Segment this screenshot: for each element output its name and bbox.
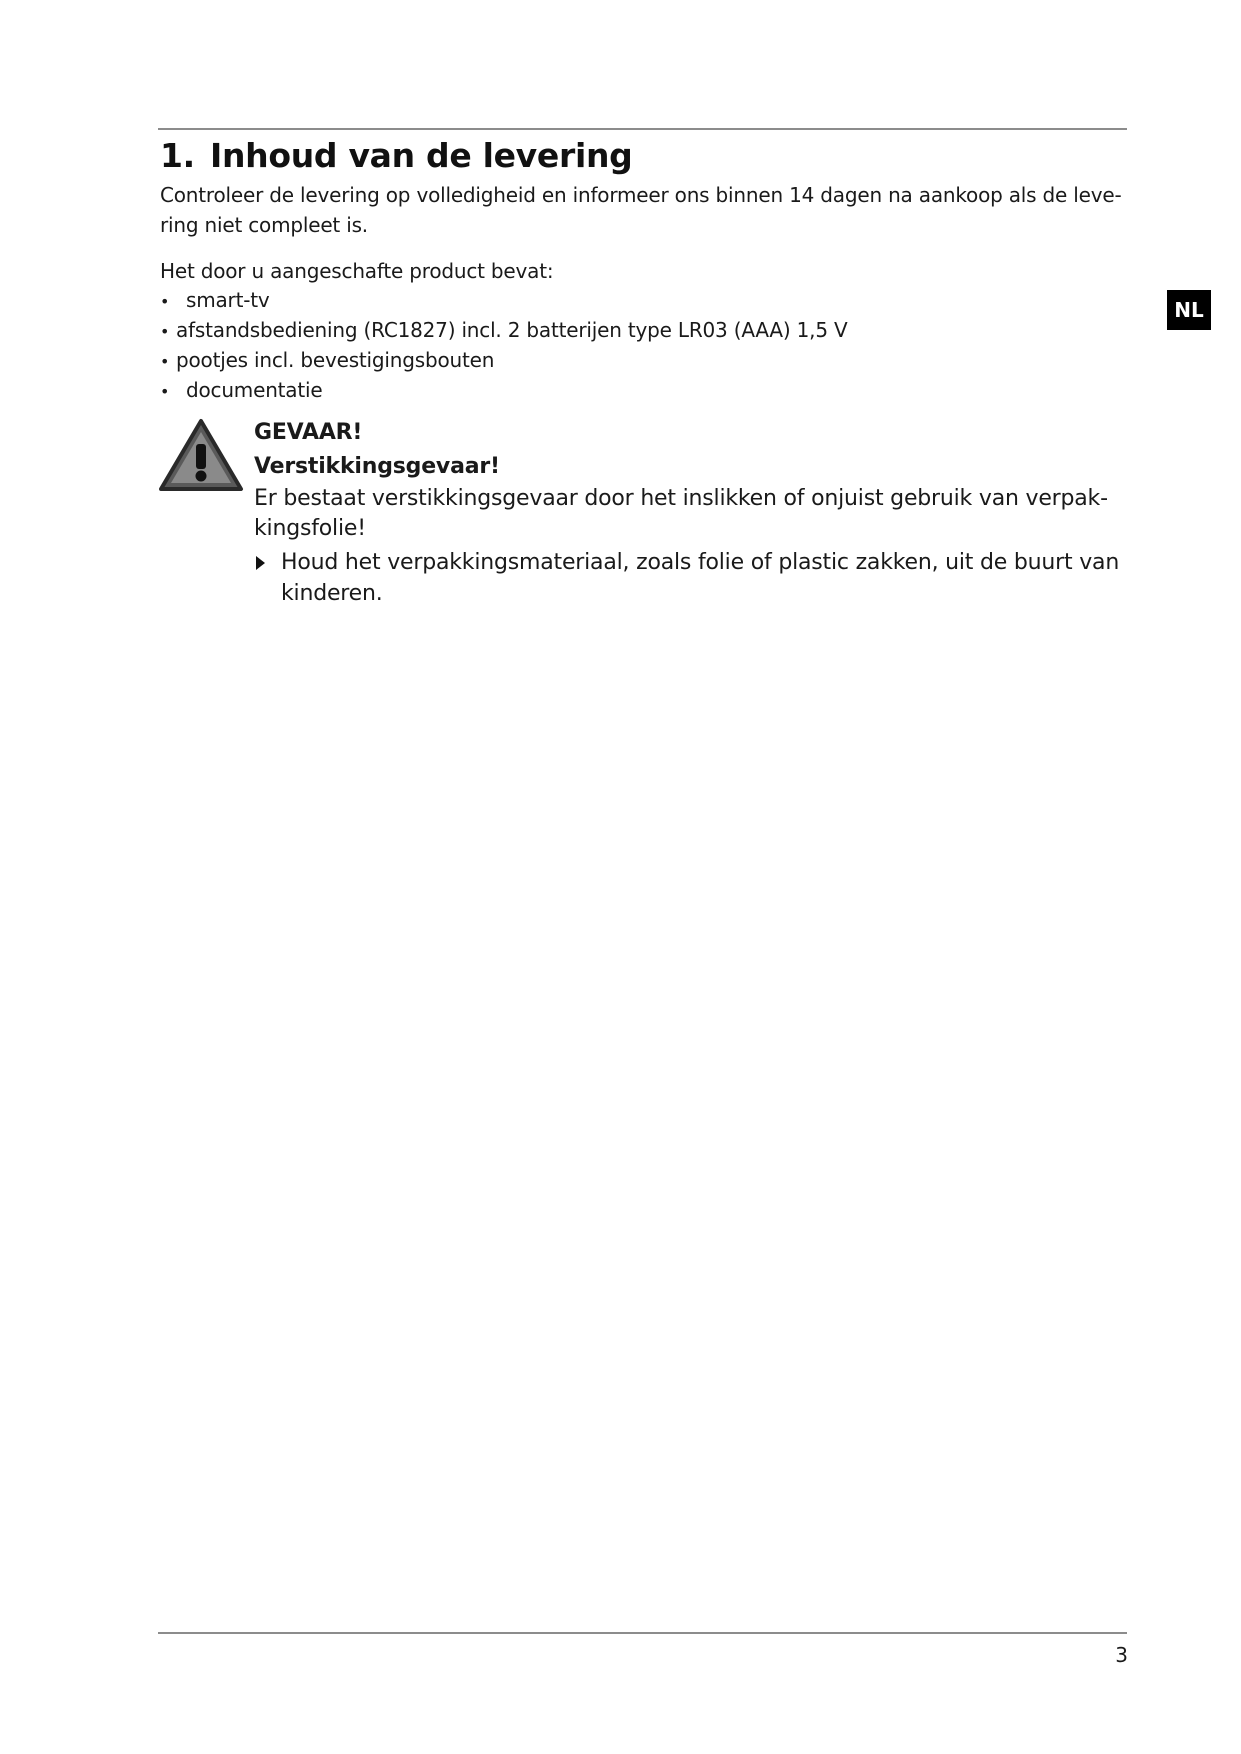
list-item-text: pootjes incl. bevestigingsbouten bbox=[176, 348, 495, 372]
danger-notice bbox=[254, 416, 1134, 609]
section-heading bbox=[160, 136, 632, 175]
page-number: 3 bbox=[1115, 1643, 1128, 1667]
danger-body-line: Er bestaat verstikkingsgevaar door het inslikken of onjuist gebruik van verpak- bbox=[254, 486, 1108, 511]
danger-title: GEVAAR! bbox=[254, 420, 363, 445]
list-item bbox=[160, 315, 848, 345]
bullet-icon: • bbox=[160, 322, 170, 341]
header-divider bbox=[158, 128, 1127, 130]
list-item-text: afstandsbediening (RC1827) incl. 2 batterijen type LR03 (AAA) 1,5 V bbox=[176, 318, 848, 342]
triangle-right-icon bbox=[256, 556, 265, 570]
warning-triangle-icon bbox=[158, 418, 244, 492]
footer-divider bbox=[158, 1632, 1127, 1634]
danger-instruction bbox=[254, 547, 1134, 609]
list-item-text: smart-tv bbox=[186, 288, 270, 312]
list-item bbox=[160, 375, 848, 405]
list-item bbox=[160, 285, 848, 315]
danger-body-line: kingsfolie! bbox=[254, 516, 366, 541]
section-title: Inhoud van de levering bbox=[210, 136, 633, 175]
list-item-text: documentatie bbox=[186, 378, 323, 402]
section-number: 1. bbox=[160, 136, 195, 175]
intro-line: ring niet compleet is. bbox=[160, 213, 368, 237]
bullet-icon: • bbox=[160, 382, 170, 401]
intro-line: Controleer de levering op volledigheid en informeer ons binnen 14 dagen na aankoop als de leve- bbox=[160, 183, 1122, 207]
contents-lead: Het door u aangeschafte product bevat: bbox=[160, 259, 554, 283]
danger-subtitle: Verstikkingsgevaar! bbox=[254, 454, 500, 479]
danger-instruction-line: kinderen. bbox=[281, 581, 383, 606]
bullet-icon: • bbox=[160, 352, 170, 371]
intro-paragraph bbox=[160, 180, 1120, 240]
contents-list bbox=[160, 285, 848, 405]
language-tab: NL bbox=[1167, 290, 1211, 330]
danger-instruction-line: Houd het verpakkingsmateriaal, zoals folie of plastic zakken, uit de buurt van bbox=[281, 550, 1120, 575]
danger-body bbox=[254, 484, 1134, 544]
list-item bbox=[160, 345, 848, 375]
bullet-icon: • bbox=[160, 292, 170, 311]
